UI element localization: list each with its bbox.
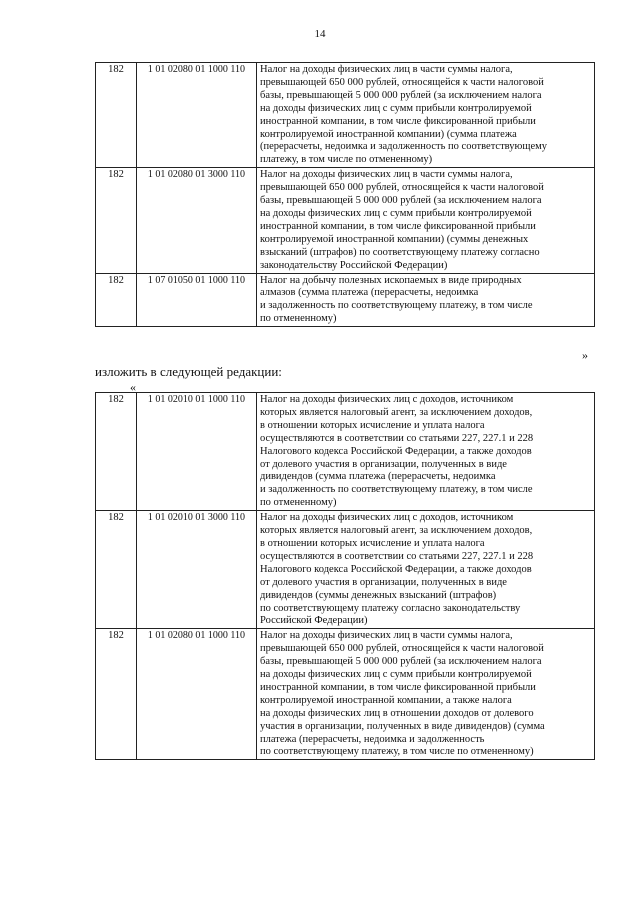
kbk-cell: 1 01 02080 01 3000 110 [137, 168, 257, 273]
table-row [96, 63, 595, 168]
admin-code-cell: 182 [96, 629, 137, 760]
table-row [96, 168, 595, 273]
table-row [96, 511, 595, 629]
description-cell: Налог на доходы физических лиц с доходов, источником которых является налоговый агент, за исключением доходов, в отношении которых исчисление и уплата налога осуществляются в соответствии со статьями 227, 227.1 и 228 Налогового кодекса Российской Федерации, а также доходов от долевого участия в организации, полученных в виде дивидендов (сумма платежа (перерасчеты, недоимка и задолженность по соответствующему платежу, в том числе по отмененному) [257, 393, 595, 511]
description-cell: Налог на доходы физических лиц с доходов, источником которых является налоговый агент, за исключением доходов, в отношении которых исчисление и уплата налога осуществляются в соответствии со статьями 227, 227.1 и 228 Налогового кодекса Российской Федерации, а также доходов от долевого участия в организации, полученных в виде дивидендов (суммы денежных взысканий (штрафов) по соответствующему платежу согласно законодательству Российской Федерации) [257, 511, 595, 629]
description-cell: Налог на доходы физических лиц в части суммы налога, превышающей 650 000 рублей, относящейся к части налоговой базы, превышающей 5 000 000 рублей (за исключением налога на доходы физических лиц с сумм прибыли контролируемой иностранной компании, в том числе фиксированной прибыли контролируемой иностранной компании, а также налога на доходы физических лиц в отношении доходов от долевого участия в организации, полученных в виде дивидендов) (сумма платежа (перерасчеты, недоимка и задолженность по соответствующему платежу, в том числе по отмененному) [257, 629, 595, 760]
kbk-cell: 1 01 02080 01 1000 110 [137, 63, 257, 168]
description-cell: Налог на доходы физических лиц в части суммы налога, превышающей 650 000 рублей, относящейся к части налоговой базы, превышающей 5 000 000 рублей (за исключением налога на доходы физических лиц с сумм прибыли контролируемой иностранной компании, в том числе фиксированной прибыли контролируемой иностранной компании) (суммы денежных взысканий (штрафов) по соответствующему платежу согласно законодательству Российской Федерации) [257, 168, 595, 273]
description-cell: Налог на доходы физических лиц в части суммы налога, превышающей 650 000 рублей, относящейся к части налоговой базы, превышающей 5 000 000 рублей (за исключением налога на доходы физических лиц с сумм прибыли контролируемой иностранной компании, в том числе фиксированной прибыли контролируемой иностранной компании) (сумма платежа (перерасчеты, недоимка и задолженность по соответствующему платежу, в том числе по отмененному) [257, 63, 595, 168]
admin-code-cell: 182 [96, 393, 137, 511]
closing-quote: » [582, 348, 588, 362]
new-codes-table [95, 392, 595, 760]
opening-quote: « [130, 380, 136, 394]
admin-code-cell: 182 [96, 63, 137, 168]
table-row [96, 393, 595, 511]
kbk-cell: 1 01 02010 01 3000 110 [137, 511, 257, 629]
admin-code-cell: 182 [96, 273, 137, 327]
kbk-cell: 1 01 02080 01 1000 110 [137, 629, 257, 760]
old-codes-table [95, 62, 595, 327]
description-cell: Налог на добычу полезных ископаемых в виде природных алмазов (сумма платежа (перерасчеты, недоимка и задолженность по соответствующему платежу, в том числе по отмененному) [257, 273, 595, 327]
table-row [96, 273, 595, 327]
admin-code-cell: 182 [96, 168, 137, 273]
table-row [96, 629, 595, 760]
kbk-cell: 1 01 02010 01 1000 110 [137, 393, 257, 511]
kbk-cell: 1 07 01050 01 1000 110 [137, 273, 257, 327]
instruction-text: изложить в следующей редакции: [95, 364, 282, 379]
admin-code-cell: 182 [96, 511, 137, 629]
page-number: 14 [314, 28, 326, 40]
